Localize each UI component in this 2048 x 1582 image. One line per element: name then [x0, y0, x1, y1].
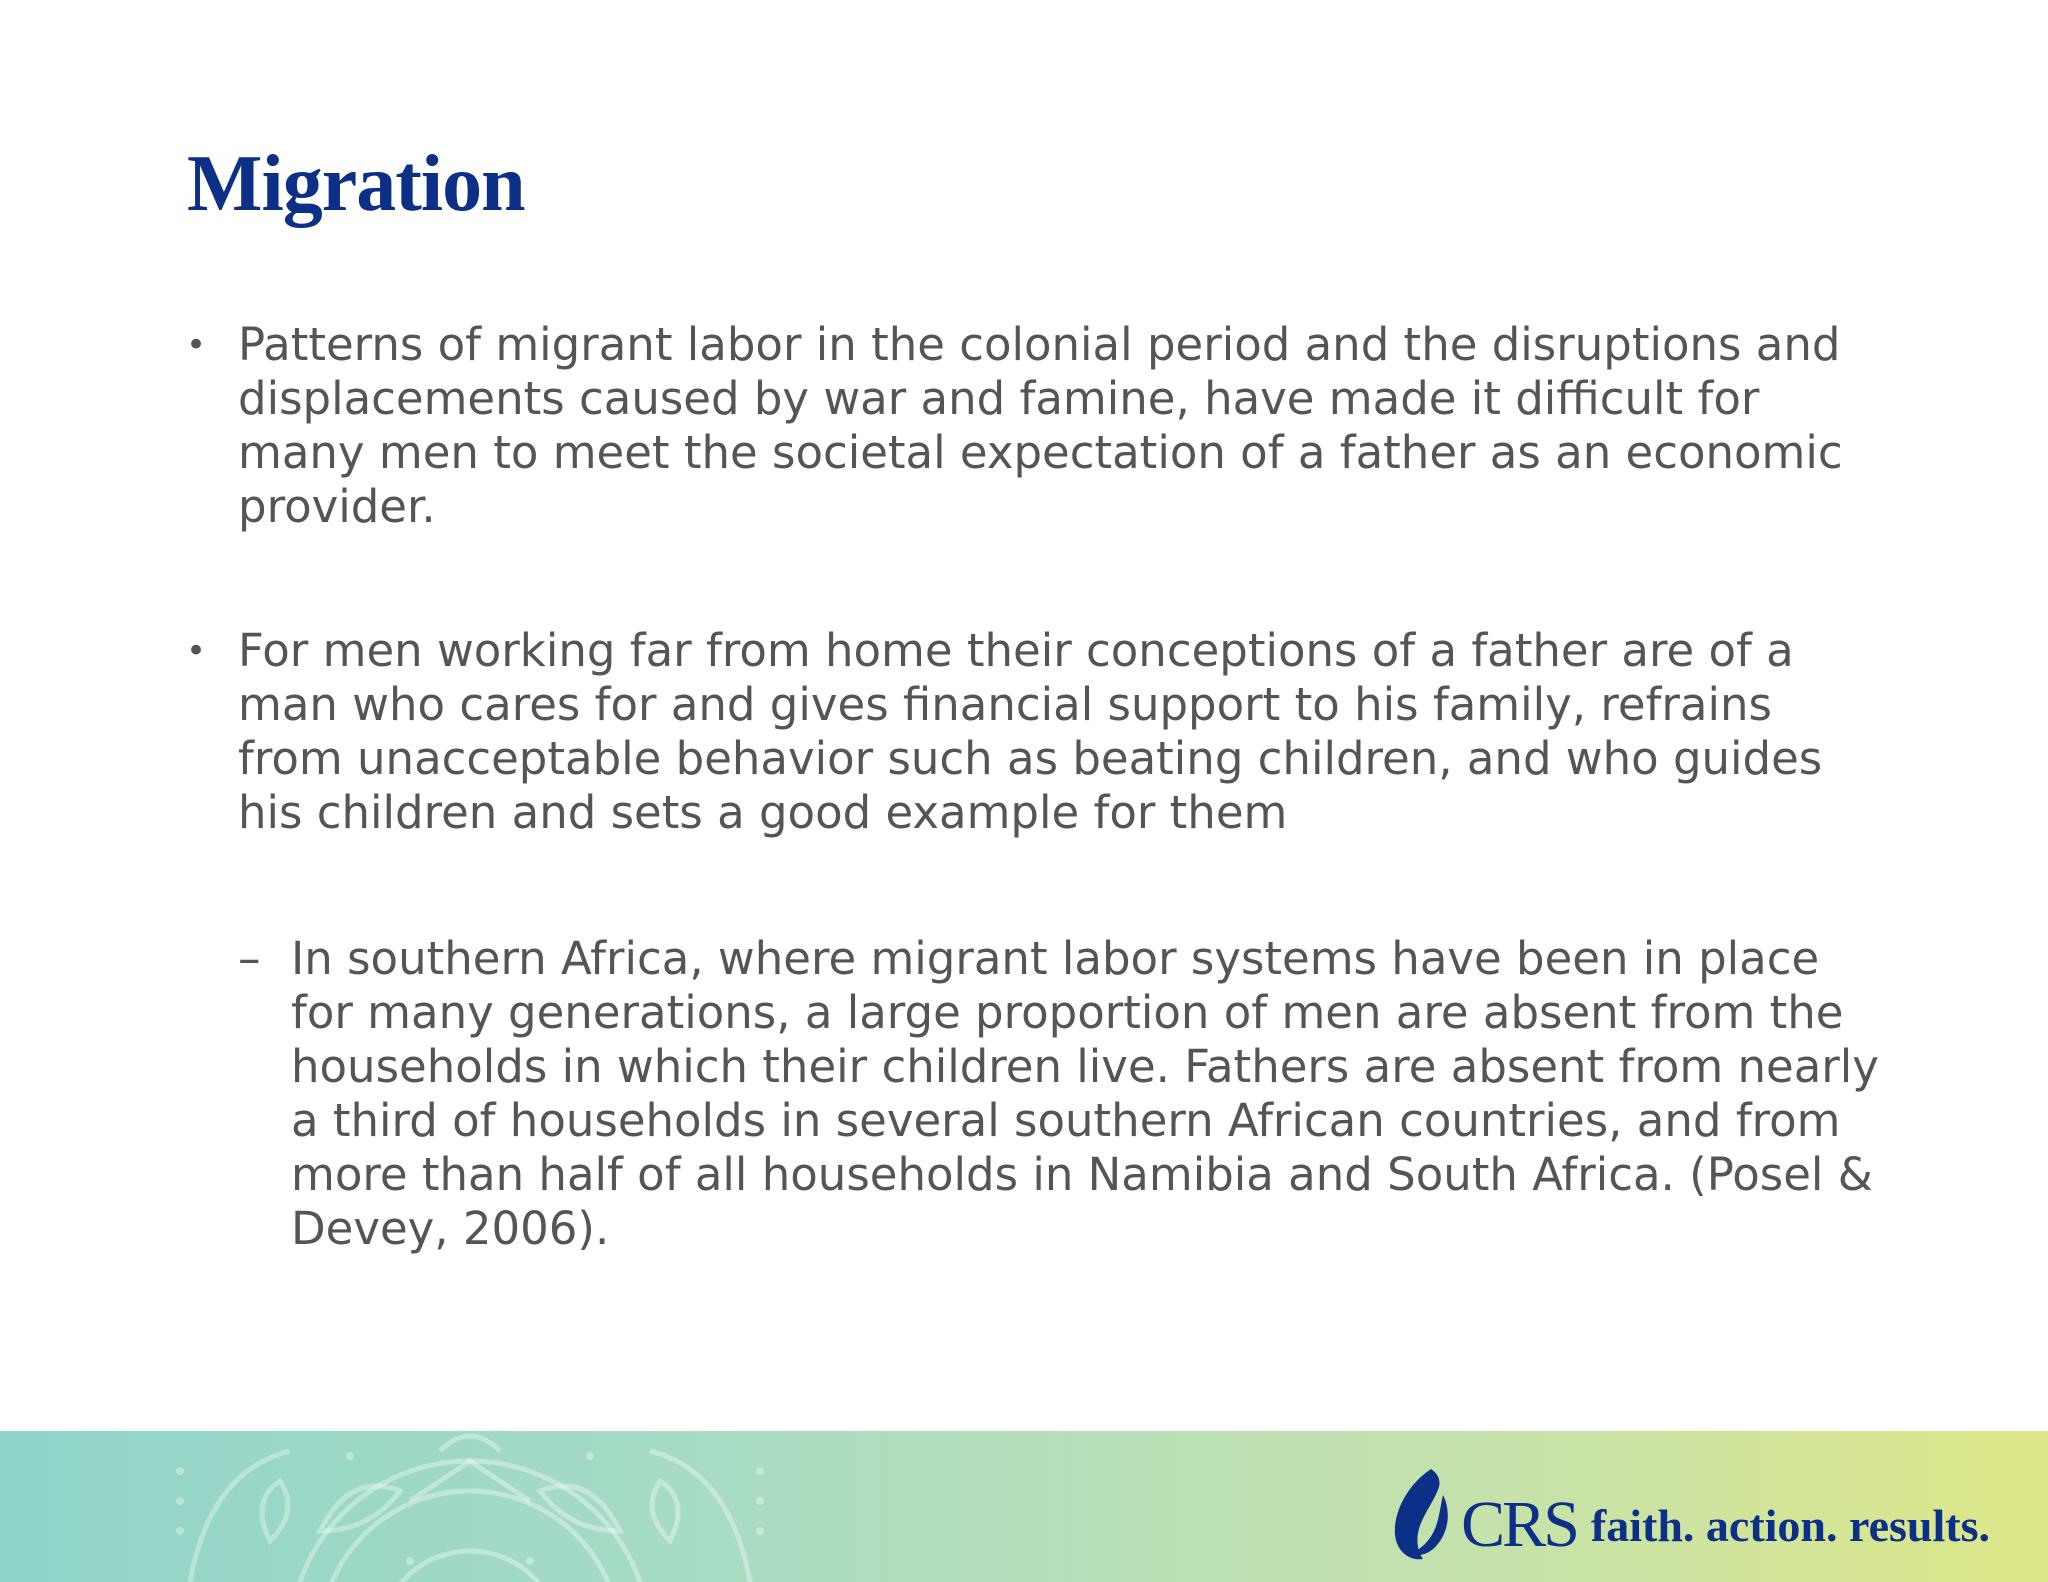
- bullet-text: For men working far from home their conceptions of a father are of a man who cares for and gives financial support to his family, refrains from unacceptable behavior such as beating children, and who guides his children and sets a good example for them: [238, 624, 1823, 839]
- crs-logo: [1387, 1445, 1990, 1565]
- mandala-pattern: [150, 1431, 850, 1582]
- bullet-text: Patterns of migrant labor in the colonial period and the disruptions and displacements caused by war and famine, have made it difficult for many men to meet the societal expectation of a father as an economic provider.: [238, 318, 1843, 533]
- sub-bullet-item: [180, 932, 1880, 1256]
- sub-bullet-marker: –: [238, 932, 261, 985]
- tagline: faith. action. results.: [1590, 1500, 1990, 1551]
- bullet-item-2: [180, 624, 1880, 840]
- sub-bullet-text: In southern Africa, where migrant labor systems have been in place for many generations, a large proportion of men are absent from the households in which their children live. Fathers are absent from nearly a third of households in several southern African countries, and from more than half of all households in Namibia and South Africa. (Posel & Devey, 2006).: [291, 932, 1879, 1255]
- crs-flame-icon: [1387, 1465, 1459, 1565]
- bullet-item-1: [180, 318, 1880, 534]
- slide-title: Migration: [187, 140, 525, 228]
- logo-text: CRS: [1461, 1488, 1577, 1561]
- bullet-marker: •: [186, 325, 207, 365]
- bullet-marker: •: [186, 631, 207, 671]
- slide-body: [180, 318, 1880, 1256]
